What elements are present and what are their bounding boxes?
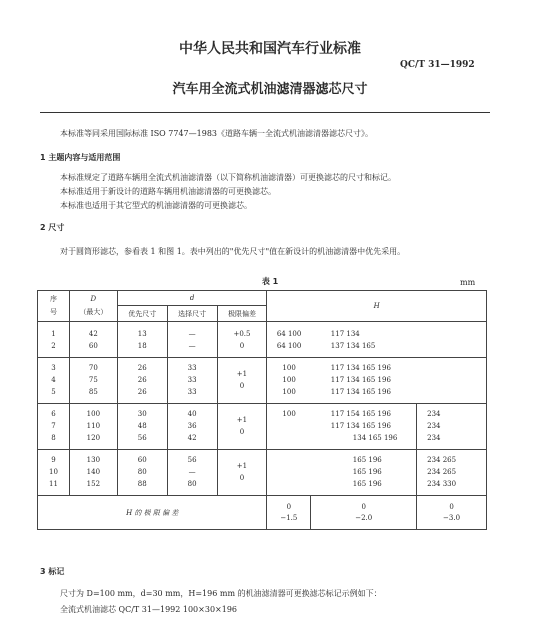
- v: 117 134 165 196: [330, 364, 391, 372]
- v: 100: [282, 376, 296, 384]
- v: +1: [236, 462, 248, 470]
- v: 130: [86, 456, 101, 464]
- h1-cell: [267, 322, 311, 358]
- header-D-symbol: D: [90, 295, 97, 303]
- footer-dev1: [267, 496, 311, 530]
- v: 0: [449, 502, 454, 511]
- v: 234: [427, 410, 441, 418]
- v: 100: [282, 388, 296, 396]
- v: 60: [137, 456, 147, 464]
- footer-dev2: [311, 496, 417, 530]
- opt-cell: [167, 358, 217, 404]
- header-D-max: （最大）: [79, 308, 108, 316]
- v: 3: [51, 364, 56, 372]
- v: 0: [239, 342, 245, 350]
- D-cell: [69, 358, 117, 404]
- v: 1: [51, 330, 56, 338]
- v: 13: [137, 330, 147, 338]
- v: 165 196: [352, 480, 382, 488]
- h3-cell: [417, 450, 487, 496]
- section2-paragraph: 对于圆筒形滤芯，参看表 1 和图 1。表中列出的"优先尺寸"值在新设计的机油滤清器中优先采用。: [60, 247, 406, 256]
- standard-number: QC/T 31—1992: [400, 60, 475, 70]
- v: 33: [187, 388, 197, 396]
- v: 80: [187, 480, 197, 488]
- opt-cell: [167, 322, 217, 358]
- v: 234 330: [427, 480, 457, 488]
- pref-cell: [117, 450, 167, 496]
- v: 117 134 165 196: [330, 422, 391, 430]
- v: 36: [187, 422, 197, 430]
- h2-cell: [311, 358, 417, 404]
- footer-label: H 的 极 限 偏 差: [38, 496, 267, 530]
- pref-cell: [117, 358, 167, 404]
- v: —: [188, 342, 196, 350]
- v: 42: [187, 434, 197, 442]
- v: 26: [137, 388, 147, 396]
- v: 0: [239, 382, 245, 390]
- D-cell: [69, 450, 117, 496]
- v: 100: [282, 364, 296, 372]
- table-row: [38, 322, 487, 358]
- section1-heading: 1 主题内容与适用范围: [40, 153, 121, 162]
- v: 100: [86, 410, 101, 418]
- section1-paragraph: 本标准也适用于其它型式的机油滤清器的可更换滤芯。: [60, 201, 252, 210]
- v: 64 100: [276, 342, 302, 350]
- v: 80: [137, 468, 147, 476]
- v: 9: [51, 456, 56, 464]
- v: 0: [361, 502, 366, 511]
- opt-cell: [167, 404, 217, 450]
- v: 10: [49, 468, 58, 476]
- v: 8: [51, 434, 56, 442]
- table-caption: 表 1: [261, 277, 279, 286]
- v: 26: [137, 364, 147, 372]
- v: 30: [137, 410, 147, 418]
- v: 100: [282, 410, 296, 418]
- v: −1.5: [280, 513, 298, 522]
- v: 4: [51, 376, 56, 384]
- v: 33: [187, 364, 197, 372]
- dimension-table: [37, 290, 487, 530]
- header-limit-dev: 极限偏差: [217, 306, 267, 322]
- seq-cell: [38, 450, 70, 496]
- h1-cell: [267, 358, 311, 404]
- v: 0: [239, 428, 245, 436]
- v: 5: [51, 388, 56, 396]
- dev-cell: [217, 404, 267, 450]
- v: 88: [137, 480, 147, 488]
- pref-cell: [117, 404, 167, 450]
- v: 165 196: [352, 468, 382, 476]
- section3-heading: 3 标记: [40, 567, 65, 576]
- v: 60: [88, 342, 98, 350]
- header-D: [69, 291, 117, 322]
- h1-cell: [267, 404, 311, 450]
- table-unit: mm: [460, 278, 476, 287]
- v: 18: [137, 342, 147, 350]
- h3-cell: [417, 358, 487, 404]
- h2-cell: [311, 450, 417, 496]
- seq-cell: [38, 404, 70, 450]
- v: +0.5: [233, 330, 251, 338]
- v: 40: [187, 410, 197, 418]
- v: −2.0: [355, 513, 373, 522]
- table-footer-row: [38, 496, 487, 530]
- seq-cell: [38, 322, 70, 358]
- header-seq-line: 序: [49, 295, 57, 303]
- v: —: [188, 468, 196, 476]
- v: 6: [51, 410, 56, 418]
- v: 234: [427, 422, 441, 430]
- v: 7: [51, 422, 56, 430]
- standard-category: 中华人民共和国汽车行业标准: [179, 41, 361, 57]
- v: 85: [88, 388, 98, 396]
- v: 117 134 165 196: [330, 376, 391, 384]
- v: 134 165 196: [352, 434, 398, 442]
- h2-cell: [311, 322, 417, 358]
- D-cell: [69, 404, 117, 450]
- D-cell: [69, 322, 117, 358]
- intro-text: 本标准等同采用国际标准 ISO 7747—1983《道路车辆一全流式机油滤清器滤芯尺寸》。: [60, 129, 374, 138]
- v: 56: [137, 434, 147, 442]
- table-header-row: [38, 291, 487, 306]
- v: 33: [187, 376, 197, 384]
- v: 48: [137, 422, 147, 430]
- v: +1: [236, 416, 248, 424]
- v: 42: [88, 330, 98, 338]
- v: 234 265: [427, 468, 457, 476]
- header-d: d: [117, 291, 267, 306]
- v: 117 134: [330, 330, 360, 338]
- header-H: H: [267, 291, 487, 322]
- header-seq: [38, 291, 70, 322]
- v: 110: [86, 422, 101, 430]
- v: 165 196: [352, 456, 382, 464]
- pref-cell: [117, 322, 167, 358]
- v: 234: [427, 434, 441, 442]
- v: 11: [49, 480, 58, 488]
- h3-cell: [417, 404, 487, 450]
- v: 234 265: [427, 456, 457, 464]
- section1-paragraph: 本标准规定了道路车辆用全流式机油滤清器（以下简称机油滤清器）可更换滤芯的尺寸和标记。: [60, 173, 396, 182]
- v: —: [188, 330, 196, 338]
- h2-cell: [311, 404, 417, 450]
- table-row: [38, 358, 487, 404]
- header-seq-line: 号: [49, 308, 57, 316]
- section1-paragraph: 本标准适用于新设计的道路车辆用机油滤清器的可更换滤芯。: [60, 187, 276, 196]
- header-divider: [40, 112, 490, 113]
- table-row: [38, 450, 487, 496]
- table-row: [38, 404, 487, 450]
- v: 137 134 165: [330, 342, 376, 350]
- header-optional: 选择尺寸: [167, 306, 217, 322]
- dev-cell: [217, 450, 267, 496]
- v: −3.0: [443, 513, 461, 522]
- v: 117 134 165 196: [330, 388, 391, 396]
- v: 0: [239, 474, 245, 482]
- seq-cell: [38, 358, 70, 404]
- header-preferred: 优先尺寸: [117, 306, 167, 322]
- marking-example: 全流式机油滤芯 QC/T 31—1992 100×30×196: [60, 605, 238, 614]
- section2-heading: 2 尺寸: [40, 223, 65, 232]
- v: 0: [286, 502, 292, 511]
- v: 2: [51, 342, 56, 350]
- v: 70: [88, 364, 98, 372]
- dev-cell: [217, 358, 267, 404]
- dev-cell: [217, 322, 267, 358]
- v: 64 100: [276, 330, 302, 338]
- v: 117 154 165 196: [330, 410, 391, 418]
- section3-paragraph: 尺寸为 D=100 mm，d=30 mm，H=196 mm 的机油滤清器可更换滤芯标记示例如下：: [60, 589, 382, 598]
- footer-dev3: [417, 496, 487, 530]
- v: 120: [86, 434, 101, 442]
- v: 152: [86, 480, 101, 488]
- document-title: 汽车用全流式机油滤清器滤芯尺寸: [172, 82, 368, 97]
- opt-cell: [167, 450, 217, 496]
- v: 56: [187, 456, 197, 464]
- h3-cell: [417, 322, 487, 358]
- v: 75: [88, 376, 98, 384]
- v: 140: [86, 468, 101, 476]
- v: +1: [236, 370, 248, 378]
- h1-cell: [267, 450, 311, 496]
- v: 26: [137, 376, 147, 384]
